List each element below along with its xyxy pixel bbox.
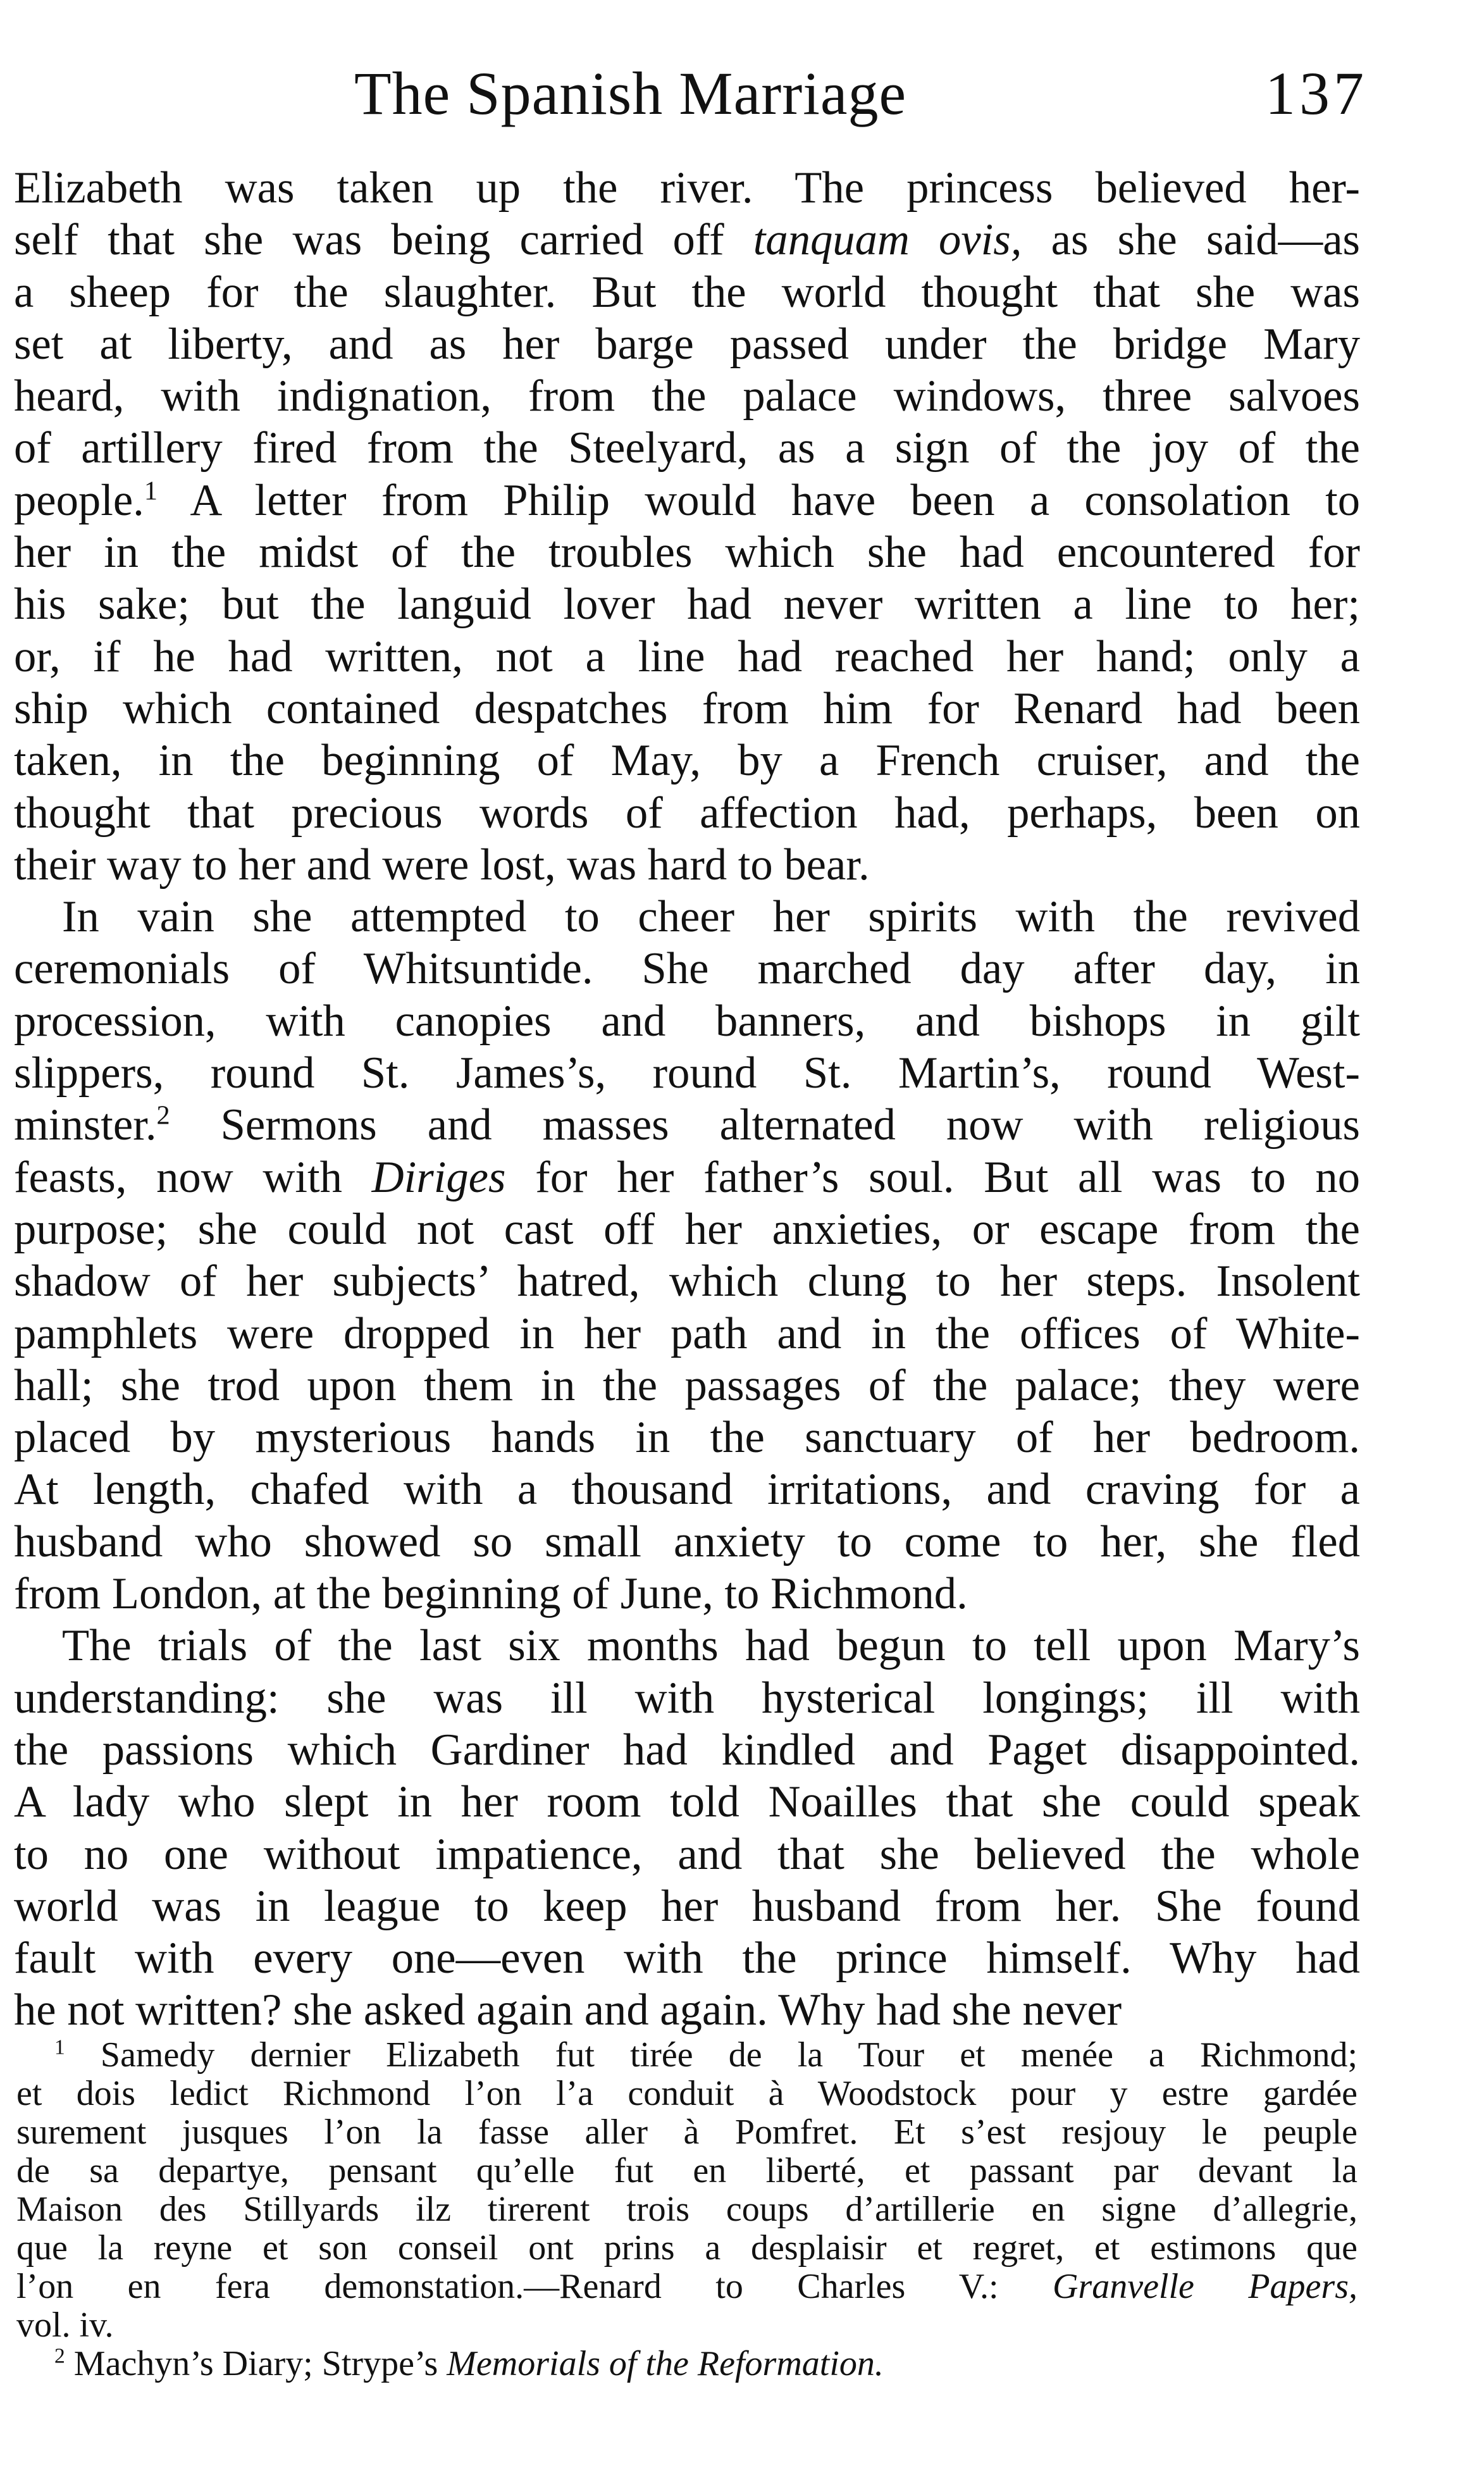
text-line (14, 370, 1360, 422)
footnotes (16, 2036, 1357, 2383)
italic-run: Diriges (371, 1152, 506, 1202)
text-run: people. (14, 475, 144, 525)
text-run: slippers, round St. James’s, round St. Martin’s, round West- (14, 1048, 1360, 1098)
text-run: feasts, now with (14, 1152, 372, 1202)
text-run: hall; she trod upon them in the passages of the palace; they were (14, 1360, 1360, 1410)
text-line (14, 1047, 1360, 1099)
text-line (14, 1412, 1360, 1463)
text-run: thought that precious words of affection had, perhaps, been on (14, 788, 1360, 838)
text-run: her in the midst of the troubles which she had encountered for (14, 528, 1360, 578)
text-line (14, 1672, 1360, 1724)
text-run: A letter from Philip would have been a consolation to (158, 475, 1360, 525)
text-line (14, 1776, 1360, 1828)
text-line (14, 162, 1360, 214)
text-line (14, 1099, 1360, 1151)
text-line (14, 1308, 1360, 1360)
text-line (14, 422, 1360, 474)
text-run: their way to her and were lost, was hard to bear. (14, 840, 870, 890)
text-run: understanding: she was ill with hysterical longings; ill with (14, 1673, 1360, 1723)
text-run: from London, at the beginning of June, to Richmond. (14, 1569, 968, 1619)
text-line (14, 1828, 1360, 1880)
text-line (14, 995, 1360, 1047)
text-run: et dois ledict Richmond l’on l’a conduit à Woodstock pour y estre gardée (16, 2074, 1357, 2113)
text-line (14, 631, 1360, 683)
text-line (14, 683, 1360, 735)
text-run: vol. iv. (16, 2306, 114, 2345)
text-run: he not written? she asked again and again. Why had she never (14, 1985, 1122, 2035)
running-head: The Spanish Marriage (354, 59, 907, 127)
text-run: of artillery fired from the Steelyard, as a sign of the joy of the (14, 423, 1360, 473)
text-run: In vain she attempted to cheer her spirits with the revived (62, 892, 1360, 942)
text-run: to no one without impatience, and that she believed the whole (14, 1829, 1360, 1879)
text-run: placed by mysterious hands in the sanctuary of her bedroom. (14, 1413, 1360, 1463)
footnote-line (16, 2229, 1357, 2268)
text-line (14, 266, 1360, 318)
text-run: as she said—as (1022, 215, 1361, 265)
text-line (14, 1255, 1360, 1307)
text-run: Sermons and masses alternated now with religious (170, 1100, 1360, 1150)
text-run: pamphlets were dropped in her path and in the offices of White- (14, 1308, 1360, 1358)
text-line (14, 787, 1360, 839)
text-line (14, 578, 1360, 630)
page-header (0, 56, 1484, 132)
text-run: A lady who slept in her room told Noailles that she could speak (14, 1777, 1360, 1827)
text-line (14, 839, 1360, 891)
text-run: ship which contained despatches from him for Renard had been (14, 683, 1360, 733)
footnote-marker: 1 (144, 476, 158, 506)
text-run: de sa departye, pensant qu’elle fut en liberté, et passant par devant la (16, 2151, 1357, 2190)
text-run: At length, chafed with a thousand irritations, and craving for a (14, 1465, 1360, 1515)
text-run: self that she was being carried off (14, 215, 753, 265)
text-run: surement jusques l’on la fasse aller à Pomfret. Et s’est resjouy le peuple (16, 2113, 1357, 2152)
text-run: his sake; but the languid lover had never written a line to her; (14, 580, 1360, 630)
text-run: que la reyne et son conseil ont prins a desplaisir et regret, et estimons que (16, 2228, 1357, 2268)
text-run: shadow of her subjects’ hatred, which clung to her steps. Insolent (14, 1257, 1360, 1306)
body-text (14, 162, 1360, 2037)
footnote-line (16, 2113, 1357, 2152)
text-line (14, 735, 1360, 786)
text-run: or, if he had written, not a line had reached her hand; only a (14, 631, 1360, 681)
text-line (14, 1620, 1360, 1672)
text-line (14, 526, 1360, 578)
text-line (14, 1516, 1360, 1568)
text-line (14, 943, 1360, 995)
italic-run: Granvelle Papers, (1052, 2267, 1357, 2306)
text-run: for her father’s soul. But all was to no (505, 1152, 1360, 1202)
footnote-line (16, 2075, 1357, 2113)
italic-run: Memorials of the Reformation. (447, 2344, 884, 2383)
footnote-marker: 2 (156, 1100, 170, 1131)
text-run: a sheep for the slaughter. But the world thought that she was (14, 267, 1360, 317)
text-line (14, 1568, 1360, 1620)
text-line (14, 214, 1360, 266)
text-line (14, 1463, 1360, 1515)
text-run: fault with every one—even with the prince himself. Why had (14, 1933, 1360, 1983)
text-run: purpose; she could not cast off her anxieties, or escape from the (14, 1204, 1360, 1254)
text-run: the passions which Gardiner had kindled and Paget disappointed. (14, 1725, 1360, 1775)
text-run: Elizabeth was taken up the river. The princess believed her- (14, 163, 1360, 213)
footnote-line (16, 2036, 1357, 2075)
text-line (14, 1724, 1360, 1776)
page-number: 137 (1265, 59, 1368, 127)
italic-run: tanquam ovis, (753, 215, 1022, 265)
footnote-line (16, 2306, 1357, 2345)
text-line (14, 891, 1360, 943)
text-line (14, 1151, 1360, 1203)
text-line (14, 1932, 1360, 1984)
footnote-line (16, 2152, 1357, 2190)
footnote-marker: 1 (54, 2035, 65, 2059)
text-run: Machyn’s Diary; Strype’s (65, 2344, 447, 2383)
text-run: procession, with canopies and banners, and bishops in gilt (14, 996, 1360, 1046)
text-run: husband who showed so small anxiety to come to her, she fled (14, 1517, 1360, 1567)
text-run: l’on en fera demonstation.—Renard to Charles V.: (16, 2267, 1053, 2306)
footnote-marker: 2 (54, 2344, 65, 2368)
text-run: Samedy dernier Elizabeth fut tirée de la Tour et menée a Richmond; (65, 2035, 1357, 2075)
text-line (14, 1984, 1360, 2036)
text-run: Maison des Stillyards ilz tirerent trois coups d’artillerie en signe d’allegrie, (16, 2190, 1357, 2229)
text-run: ceremonials of Whitsuntide. She marched day after day, in (14, 944, 1360, 994)
footnote-line (16, 2268, 1357, 2306)
text-run: taken, in the beginning of May, by a French cruiser, and the (14, 736, 1360, 786)
text-run: world was in league to keep her husband from her. She found (14, 1881, 1360, 1931)
text-line (14, 1360, 1360, 1412)
text-line (14, 475, 1360, 526)
footnote-line (16, 2190, 1357, 2229)
text-run: heard, with indignation, from the palace windows, three salvoes (14, 371, 1360, 421)
text-run: minster. (14, 1100, 157, 1150)
text-run: set at liberty, and as her barge passed under the bridge Mary (14, 319, 1360, 369)
text-run: The trials of the last six months had begun to tell upon Mary’s (62, 1621, 1360, 1671)
text-line (14, 318, 1360, 370)
text-line (14, 1880, 1360, 1932)
text-line (14, 1203, 1360, 1255)
footnote-line (16, 2345, 1357, 2383)
